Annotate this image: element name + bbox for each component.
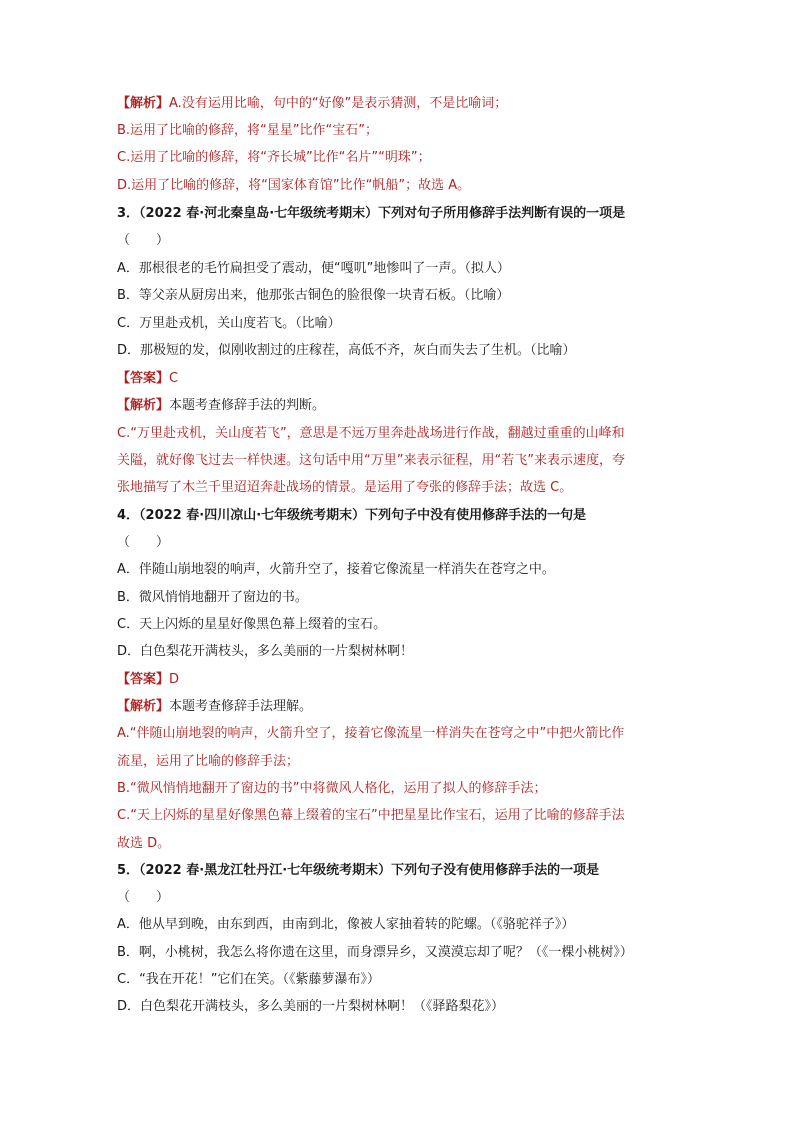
analysis-line: 流星，运用了比喻的修辞手法；	[117, 754, 300, 769]
analysis-line: 张地描写了木兰千里迢迢奔赴战场的情景。是运用了夸张的修辞手法；故选 C。	[117, 480, 573, 495]
analysis-tag: 【解析】	[117, 398, 170, 413]
analysis-line: 【解析】A.没有运用比喻，句中的“好像”是表示猜测，不是比喻词；	[117, 96, 508, 111]
question-stem: 3．（2022 春·河北秦皇岛·七年级统考期末）下列对句子所用修辞手法判断有误的一项是	[117, 206, 626, 221]
option-d: D．白色梨花开满枝头，多么美丽的一片梨树林啊！（《驿路梨花》）	[117, 999, 505, 1014]
question-stem: 5．（2022 春·黑龙江牡丹江·七年级统考期末）下列句子没有使用修辞手法的一项是	[117, 863, 600, 878]
answer-value: D	[169, 672, 180, 687]
option-b: B．等父亲从厨房出来，他那张古铜色的脸很像一块青石板。（比喻）	[117, 288, 510, 303]
option-b: B．微风悄悄地翻开了窗边的书。	[117, 590, 308, 605]
option-a: A．伴随山崩地裂的响声，火箭升空了，接着它像流星一样消失在苍穹之中。	[117, 562, 555, 577]
analysis-line: 【解析】本题考查修辞手法理解。	[117, 699, 313, 714]
answer-tag: 【答案】	[117, 672, 170, 687]
analysis-tag: 【解析】	[117, 96, 170, 111]
option-a: A．他从早到晚，由东到西，由南到北，像被人家抽着转的陀螺。（《骆驼祥子》）	[117, 917, 575, 932]
analysis-line: D.运用了比喻的修辞，将“国家体育馆”比作“帆船”；故选 A。	[117, 178, 471, 193]
analysis-line: B.“微风悄悄地翻开了窗边的书”中将微风人格化，运用了拟人的修辞手法；	[117, 781, 547, 796]
answer-blank: （ ）	[117, 233, 170, 248]
analysis-line: B.运用了比喻的修辞，将“星星”比作“宝石”；	[117, 123, 378, 138]
analysis-line: C.“天上闪烁的星星好像黑色幕上缀着的宝石”中把星星比作宝石，运用了比喻的修辞手法	[117, 808, 625, 823]
option-c: C．“我在开花！”它们在笑。（《紫藤萝瀑布》）	[117, 972, 381, 987]
answer-value: C	[169, 371, 179, 386]
option-c: C．万里赴戎机，关山度若飞。（比喻）	[117, 316, 341, 331]
answer-blank: （ ）	[117, 890, 170, 905]
analysis-line: 【解析】本题考查修辞手法的判断。	[117, 398, 326, 413]
answer-line	[117, 670, 694, 692]
analysis-line: A.“伴随山崩地裂的响声，火箭升空了，接着它像流星一样消失在苍穹之中”中把火箭比作	[117, 726, 625, 741]
analysis-line: C.运用了比喻的修辞，将“齐长城”比作“名片”“明珠”；	[117, 150, 431, 165]
analysis-tag: 【解析】	[117, 699, 170, 714]
analysis-line: 关隘，就好像飞过去一样快速。这句话中用“万里”来表示征程，用“若飞”来表示速度，夸	[117, 453, 625, 468]
answer-line	[117, 369, 694, 391]
question-stem: 4．（2022 春·四川凉山·七年级统考期末）下列句子中没有使用修辞手法的一句是	[117, 508, 587, 523]
option-c: C．天上闪烁的星星好像黑色幕上缀着的宝石。	[117, 617, 387, 632]
analysis-line: C.“万里赴戎机，关山度若飞”，意思是不远万里奔赴战场进行作战，翻越过重重的山峰和	[117, 426, 625, 441]
option-a: A．那根很老的毛竹扁担受了震动，便“嘎叽”地惨叫了一声。（拟人）	[117, 261, 510, 276]
option-d: D．白色梨花开满枝头，多么美丽的一片梨树林啊！	[117, 644, 414, 659]
option-d: D．那极短的发，似刚收割过的庄稼茬，高低不齐，灰白而失去了生机。（比喻）	[117, 343, 576, 358]
answer-tag: 【答案】	[117, 371, 170, 386]
analysis-line: 故选 D。	[117, 836, 171, 851]
option-b: B．啊，小桃树，我怎么将你遗在这里，而身漂异乡，又漠漠忘却了呢？（《一棵小桃树》）	[117, 945, 633, 960]
answer-blank: （ ）	[117, 535, 170, 550]
